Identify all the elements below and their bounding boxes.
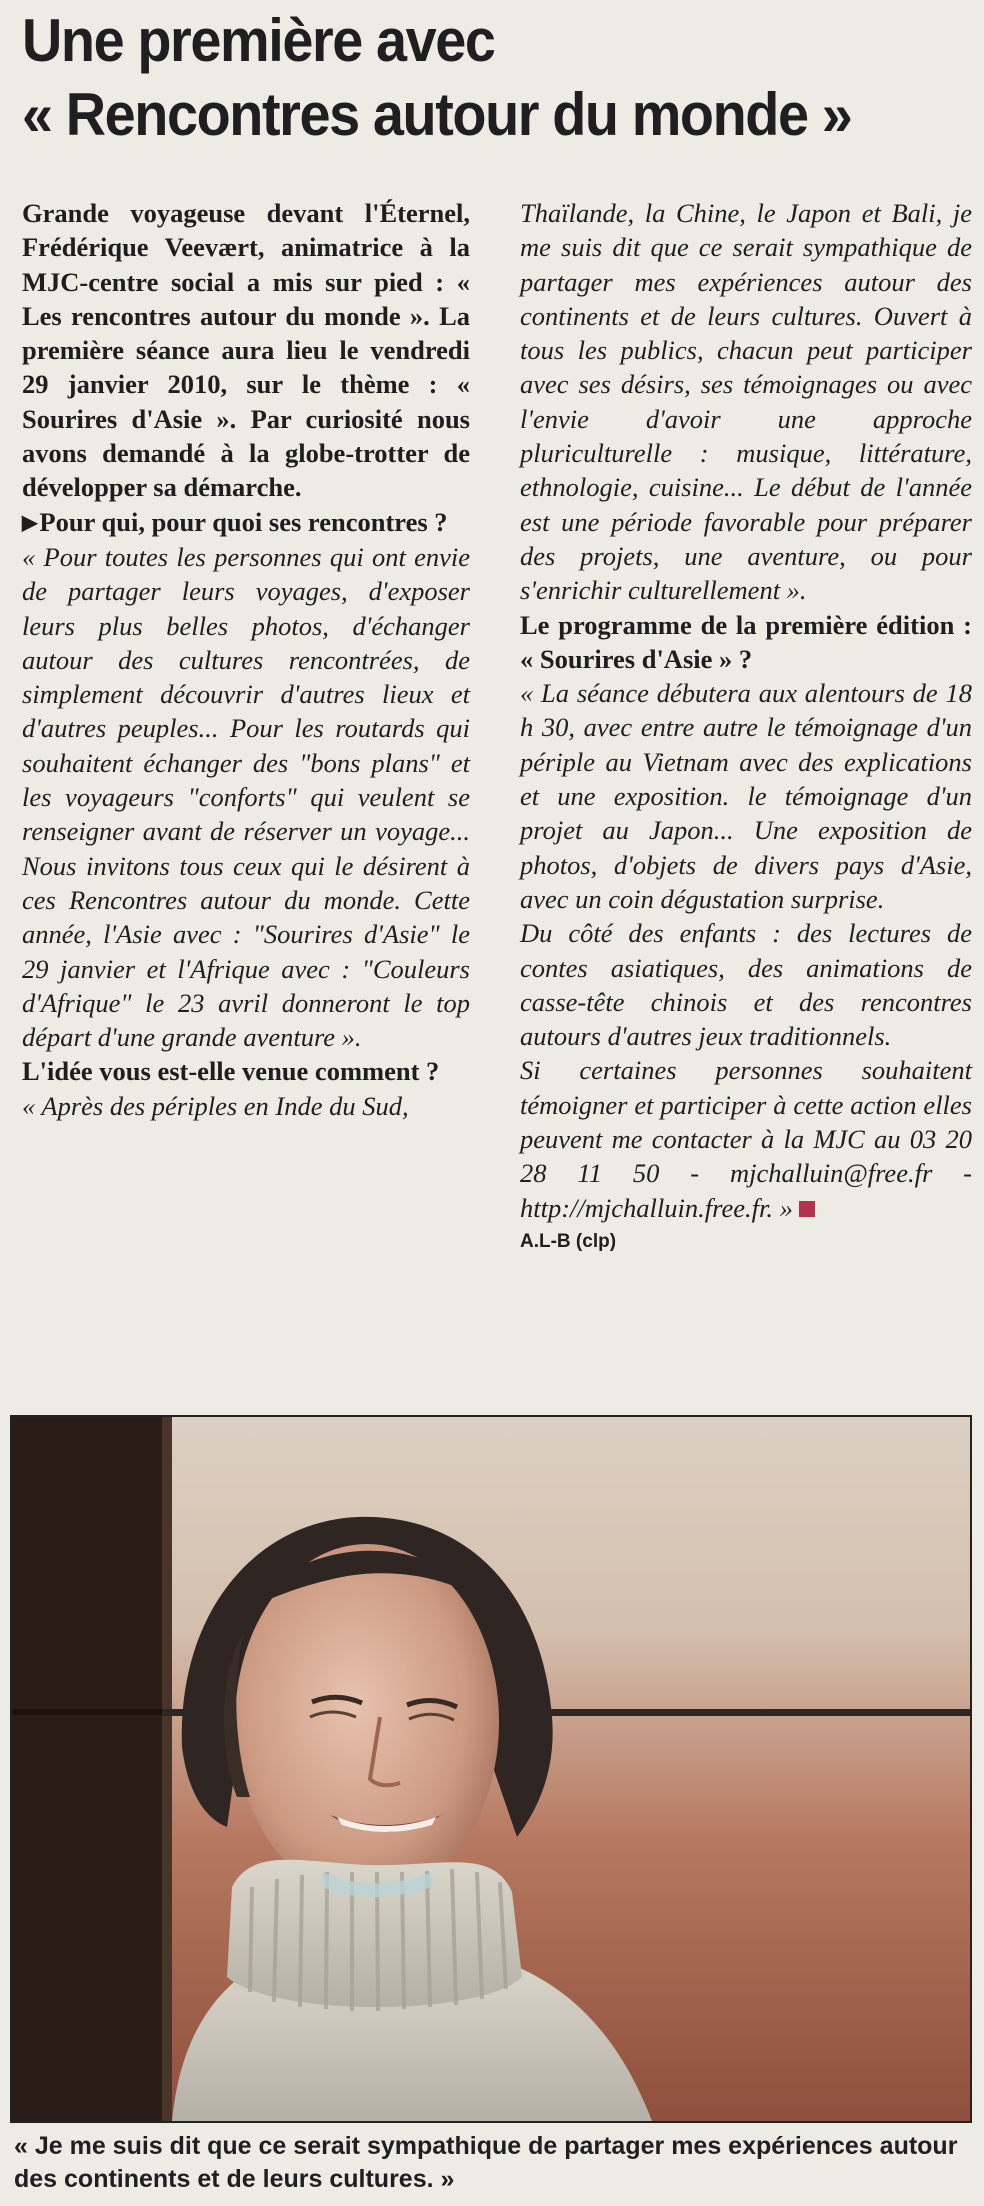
answer-5-text: Si certaines personnes souhaitent témoigner et participer à cette action elles peuvent me contacter à la MJC au 03 20 28 11 50 - mjchalluin@free.fr - http://mjchalluin.free.fr. » xyxy=(520,1055,972,1223)
article-lead: Grande voyageuse devant l'Éternel, Frédérique Veevært, animatrice à la MJC-centre social a mis sur pied : « Les rencontres autour du monde ». La première séance aura lieu le vendredi 29 janvier 2010, sur le thème : « Sourires d'Asie ». Par curiosité nous avons demandé à la globe-trotter de développer sa démarche. xyxy=(22,198,470,503)
author-signature: A.L-B (clp) xyxy=(520,1230,617,1252)
answer-5 xyxy=(520,1053,972,1224)
article-headline xyxy=(22,4,906,152)
portrait-illustration xyxy=(12,1417,970,2121)
headline-line-1: Une première avec xyxy=(22,7,495,74)
answer-3: « La séance débutera aux alentours de 18 h 30, avec entre autre le témoignage d'un périple au Vietnam avec des explications et une exposition. le témoignage d'un projet au Japon... Une exposition de photos, d'objets de divers pays d'Asie, avec un coin dégustation surprise. xyxy=(520,678,972,914)
question-1 xyxy=(22,505,470,540)
column-right xyxy=(520,196,972,1259)
photo-caption: « Je me suis dit que ce serait sympathique de partager mes expériences autour des continents et de leurs cultures. » xyxy=(14,2132,958,2193)
question-3: Le programme de la première édition : « Sourires d'Asie » ? xyxy=(520,609,972,674)
answer-1: « Pour toutes les personnes qui ont envie de partager leurs voyages, d'exposer leurs plus belles photos, d'échanger autour des cultures rencontrées, de simplement découvrir d'autres lieux et d'autres peuples... Pour les routards qui souhaitent échanger des "bons plans" et les voyageurs "conforts" qui veulent se renseigner avant de réserver un voyage... Nous invitons tous ceux qui le désirent à ces Rencontres autour du monde. Cette année, l'Asie avec : "Sourires d'Asie" le 29 janvier et l'Afrique avec : "Couleurs d'Afrique" le 23 avril donneront le top départ d'une grande aventure ». xyxy=(22,541,470,1053)
question-1-text: Pour qui, pour quoi ses rencontres ? xyxy=(39,506,448,537)
column-left xyxy=(22,196,470,1123)
answer-4: Du côté des enfants : des lectures de contes asiatiques, des animations de casse-tête chinois et des rencontres autours d'autres jeux traditionnels. xyxy=(520,918,972,1052)
answer-2-start: « Après des périples en Inde du Sud, xyxy=(22,1090,409,1121)
headline-line-2: « Rencontres autour du monde » xyxy=(22,81,852,148)
answer-2-continued: Thaïlande, la Chine, le Japon et Bali, je me suis dit que ce serait sympathique de partager mes expériences autour des continents et de leurs cultures. Ouvert à tous les publics, chacun peut participer avec ses désirs, ses témoignages ou avec l'envie d'avoir une approche pluriculturelle : musique, littérature, ethnologie, cuisine... Le début de l'année est une période favorable pour préparer des projets, une aventure, ou pour s'enrichir culturellement ». xyxy=(520,198,972,606)
question-2: L'idée vous est-elle venue comment ? xyxy=(22,1056,440,1087)
portrait-photo xyxy=(10,1415,972,2123)
end-mark-icon xyxy=(799,1201,815,1217)
triangle-bullet-icon: ▶ xyxy=(22,511,38,534)
